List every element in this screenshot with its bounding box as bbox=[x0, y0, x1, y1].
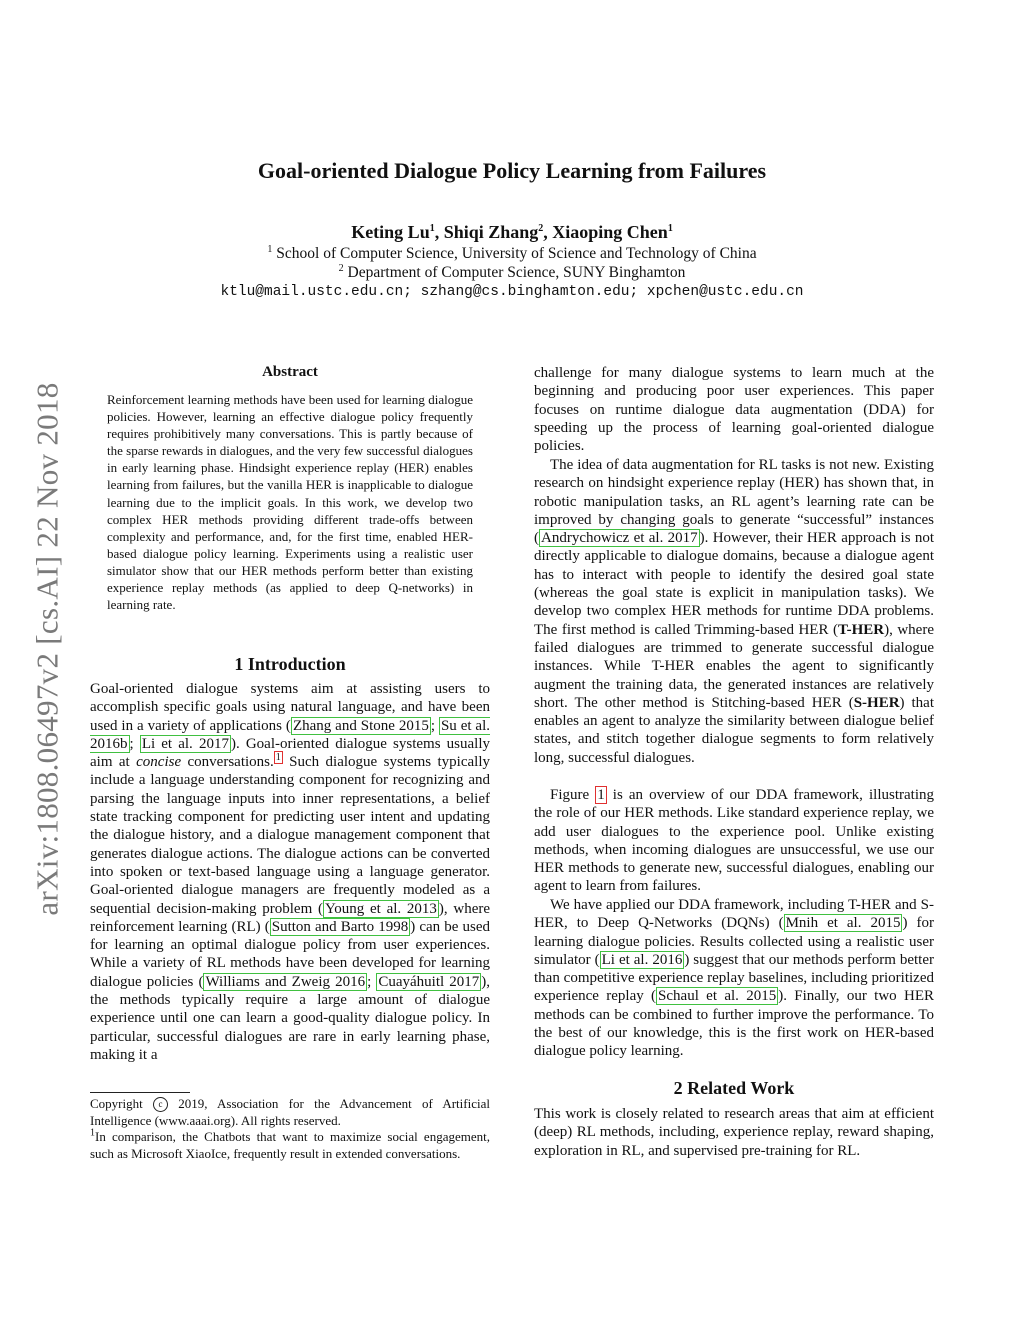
author-list bbox=[0, 222, 1024, 243]
paper-title: Goal-oriented Dialogue Policy Learning from Failures bbox=[257, 158, 767, 183]
copyright-notice bbox=[90, 1096, 490, 1129]
citation-link[interactable]: Li et al. 2016 bbox=[601, 951, 683, 968]
author-emails: ktlu@mail.ustc.edu.cn; szhang@cs.binghamton.edu; xpchen@ustc.edu.cn bbox=[220, 284, 804, 300]
text-run: conversations. bbox=[181, 754, 274, 771]
citation-link[interactable]: Cuayáhuitl 2017 bbox=[378, 973, 480, 990]
footnote-link[interactable]: 1 bbox=[275, 752, 281, 764]
text-run: Goal-oriented dialogue systems aim at assisting users to accomplish specific goals using natural language, and have been used in a variety of applications ( bbox=[90, 681, 490, 734]
citation-link[interactable]: Andrychowicz et al. 2017 bbox=[541, 530, 698, 547]
author-affiliation-mark: 1 bbox=[667, 223, 673, 234]
intro-paragraph bbox=[90, 680, 490, 1064]
text-run: ; bbox=[129, 735, 140, 752]
footnote-text: In comparison, the Chatbots that want to maximize social engagement, such as Microsoft XiaoIce, frequently result in extended conversations. bbox=[90, 1129, 490, 1161]
right-paragraph-3 bbox=[534, 786, 934, 896]
abstract-heading: Abstract bbox=[262, 364, 318, 380]
text-run: ). However, their HER approach is not directly applicable to dialogue domains, because a dialogue agent has to interact with people to identify the desired goal state (whereas the goal state is explicit in manipulation tasks). We develop two complex HER methods for runtime DDA problems. The first method is called Trimming-based HER ( bbox=[534, 530, 935, 638]
author-name: Xiaoping Chen bbox=[552, 222, 668, 242]
citation-link[interactable]: Schaul et al. 2015 bbox=[658, 988, 777, 1005]
right-paragraph-1: challenge for many dialogue systems to learn much at the beginning and producing poor user experiences. This paper focuses on runtime dialogue data augmentation (DDA) for speeding up the process of learning goal-oriented dialogue policies. bbox=[534, 365, 934, 455]
text-run: ), the methods typically require a large amount of dialogue experience until one can learn a good-quality dialogue policy. In particular, successful dialogues are rare in early learning phase, making it a bbox=[90, 973, 490, 1063]
arxiv-identifier-text: arXiv:1808.06497v2 [cs.AI] 22 Nov 2018 bbox=[29, 382, 65, 916]
text-run: The idea of data augmentation for RL tasks is not new. Existing research on hindsight experience replay (HER) has shown that, in robotic manipulation tasks, an RL agent’s learning rate can be improved by changing goals to generate “successful” instances ( bbox=[534, 457, 934, 547]
text-run: We have applied our DDA framework, including T-HER and S-HER, to Deep Q-Networks (DQNs) ( bbox=[534, 897, 934, 932]
affiliation-text: School of Computer Science, University of Science and Technology of China bbox=[276, 245, 757, 262]
citation-link[interactable]: Williams and Zweig 2016 bbox=[205, 973, 366, 990]
footnote-mark: 1 bbox=[90, 1127, 95, 1139]
text-run: ) for learning dialogue policies. Results collected using a realistic user simulator ( bbox=[534, 915, 934, 968]
arxiv-identifier bbox=[20, 350, 75, 948]
citation-link[interactable]: Li et al. 2017 bbox=[141, 735, 229, 752]
affiliation-text: Department of Computer Science, SUNY Binghamton bbox=[347, 264, 686, 281]
related-work-paragraph: This work is closely related to research areas that aim at efficient (deep) RL methods, including, experience replay, reward shaping, exploration in RL, and supervised pre-training for RL. bbox=[534, 1106, 934, 1159]
bold-term: S-HER bbox=[853, 694, 900, 711]
citation-link[interactable]: Zhang and Stone 2015 bbox=[292, 717, 429, 734]
author-separator: , bbox=[434, 222, 444, 242]
figure-link[interactable]: 1 bbox=[597, 787, 605, 803]
affiliation-mark: 2 bbox=[338, 262, 344, 274]
right-paragraph-4 bbox=[534, 896, 934, 1061]
citation-link[interactable]: Mnih et al. 2015 bbox=[785, 915, 901, 932]
citation-link[interactable]: Young et al. 2013 bbox=[324, 900, 437, 917]
text-run: ), where reinforcement learning (RL) ( bbox=[90, 900, 491, 935]
affiliation-mark: 1 bbox=[267, 243, 273, 255]
text-run: ; bbox=[430, 717, 439, 734]
text-run: 2019, Association for the Advancement of Artificial Intelligence (www.aaai.org). All rights reserved. bbox=[90, 1096, 490, 1128]
text-run: Figure bbox=[550, 787, 596, 803]
text-run: ) suggest that our methods perform better than competitive experience replay baselines, including prioritized experience replay ( bbox=[534, 951, 934, 1005]
author-separator: , bbox=[543, 222, 553, 242]
footnote-divider bbox=[90, 1092, 190, 1093]
author-affiliation-mark: 2 bbox=[538, 223, 544, 234]
text-run: Copyright bbox=[90, 1096, 153, 1111]
affiliation-1 bbox=[0, 245, 1024, 263]
text-run: Such dialogue systems typically include a language understanding component for recognizing and parsing the language inputs into inner representations, a belief state tracking component for predicting user intent and updating the dialogue history, and a dialogue management component that generates dialogue actions. The dialogue actions can be converted into spoken or text-based language using a language generator. Goal-oriented dialogue managers are frequently modeled as a sequential decision-making problem ( bbox=[90, 754, 490, 917]
copyright-symbol: c bbox=[153, 1097, 168, 1112]
section-heading-related-work: 2 Related Work bbox=[673, 1078, 795, 1098]
section-heading-introduction: 1 Introduction bbox=[234, 654, 346, 674]
author-name: Shiqi Zhang bbox=[443, 222, 539, 242]
footnote-1 bbox=[90, 1129, 490, 1162]
right-paragraph-2 bbox=[534, 456, 934, 767]
affiliation-2 bbox=[0, 264, 1024, 282]
text-run: ) that enables an agent to analyze the similarity between dialogue belief states, and stitch together dialogue segments to form relatively long, successful dialogues. bbox=[534, 694, 934, 766]
text-run: ), where failed dialogues are trimmed to generate successful dialogue instances. While T-HER enables the agent to significantly augment the training data, the generated instances are relatively short. The other method is Stitching-based HER ( bbox=[534, 621, 934, 711]
text-run: ) can be used for learning an optimal dialogue policy from user experiences. While a variety of RL methods have been developed for learning dialogue policies ( bbox=[90, 918, 490, 990]
text-run: ; bbox=[367, 973, 377, 990]
text-run: ). Goal-oriented dialogue systems usually aim at bbox=[90, 735, 491, 771]
author-name: Keting Lu bbox=[351, 222, 430, 242]
text-run: ). Finally, our two HER methods can be combined to further improve the performance. To the best of our knowledge, this is the first work on HER-based dialogue policy learning. bbox=[534, 988, 934, 1060]
text-run: is an overview of our DDA framework, illustrating the role of our HER methods. Like standard experience replay, we add user dialogues to the experience pool. Unlike existing methods, when incoming dialogues are unsuccessful, we use our HER methods to generate new, successful dialogues, enabling our agent to learn from failures. bbox=[534, 787, 934, 895]
bold-term: T-HER bbox=[837, 621, 885, 638]
citation-link[interactable]: Sutton and Barto 1998 bbox=[271, 918, 409, 935]
abstract-text: Reinforcement learning methods have been used for learning dialogue policies. However, learning an effective dialogue policy frequently requires prohibitively many conversations. This is partly because of the sparse rewards in dialogues, and the very few successful dialogues in early learning phase. Hindsight experience replay (HER) enables learning from failures, but the vanilla HER is inapplicable to dialogue learning due to the implicit goals. In this work, we develop two complex HER methods providing different trade-offs between complexity and performance, and, for the first time, enabled HER-based dialogue policy learning. Experiments using a realistic user simulator show that our HER methods perform better than existing experience replay methods (as applied to deep Q-networks) in learning rate. bbox=[107, 392, 473, 613]
author-affiliation-mark: 1 bbox=[429, 223, 435, 234]
citation-link[interactable]: Su et al. 2016b bbox=[90, 717, 491, 752]
emphasis-text: concise bbox=[136, 754, 182, 771]
